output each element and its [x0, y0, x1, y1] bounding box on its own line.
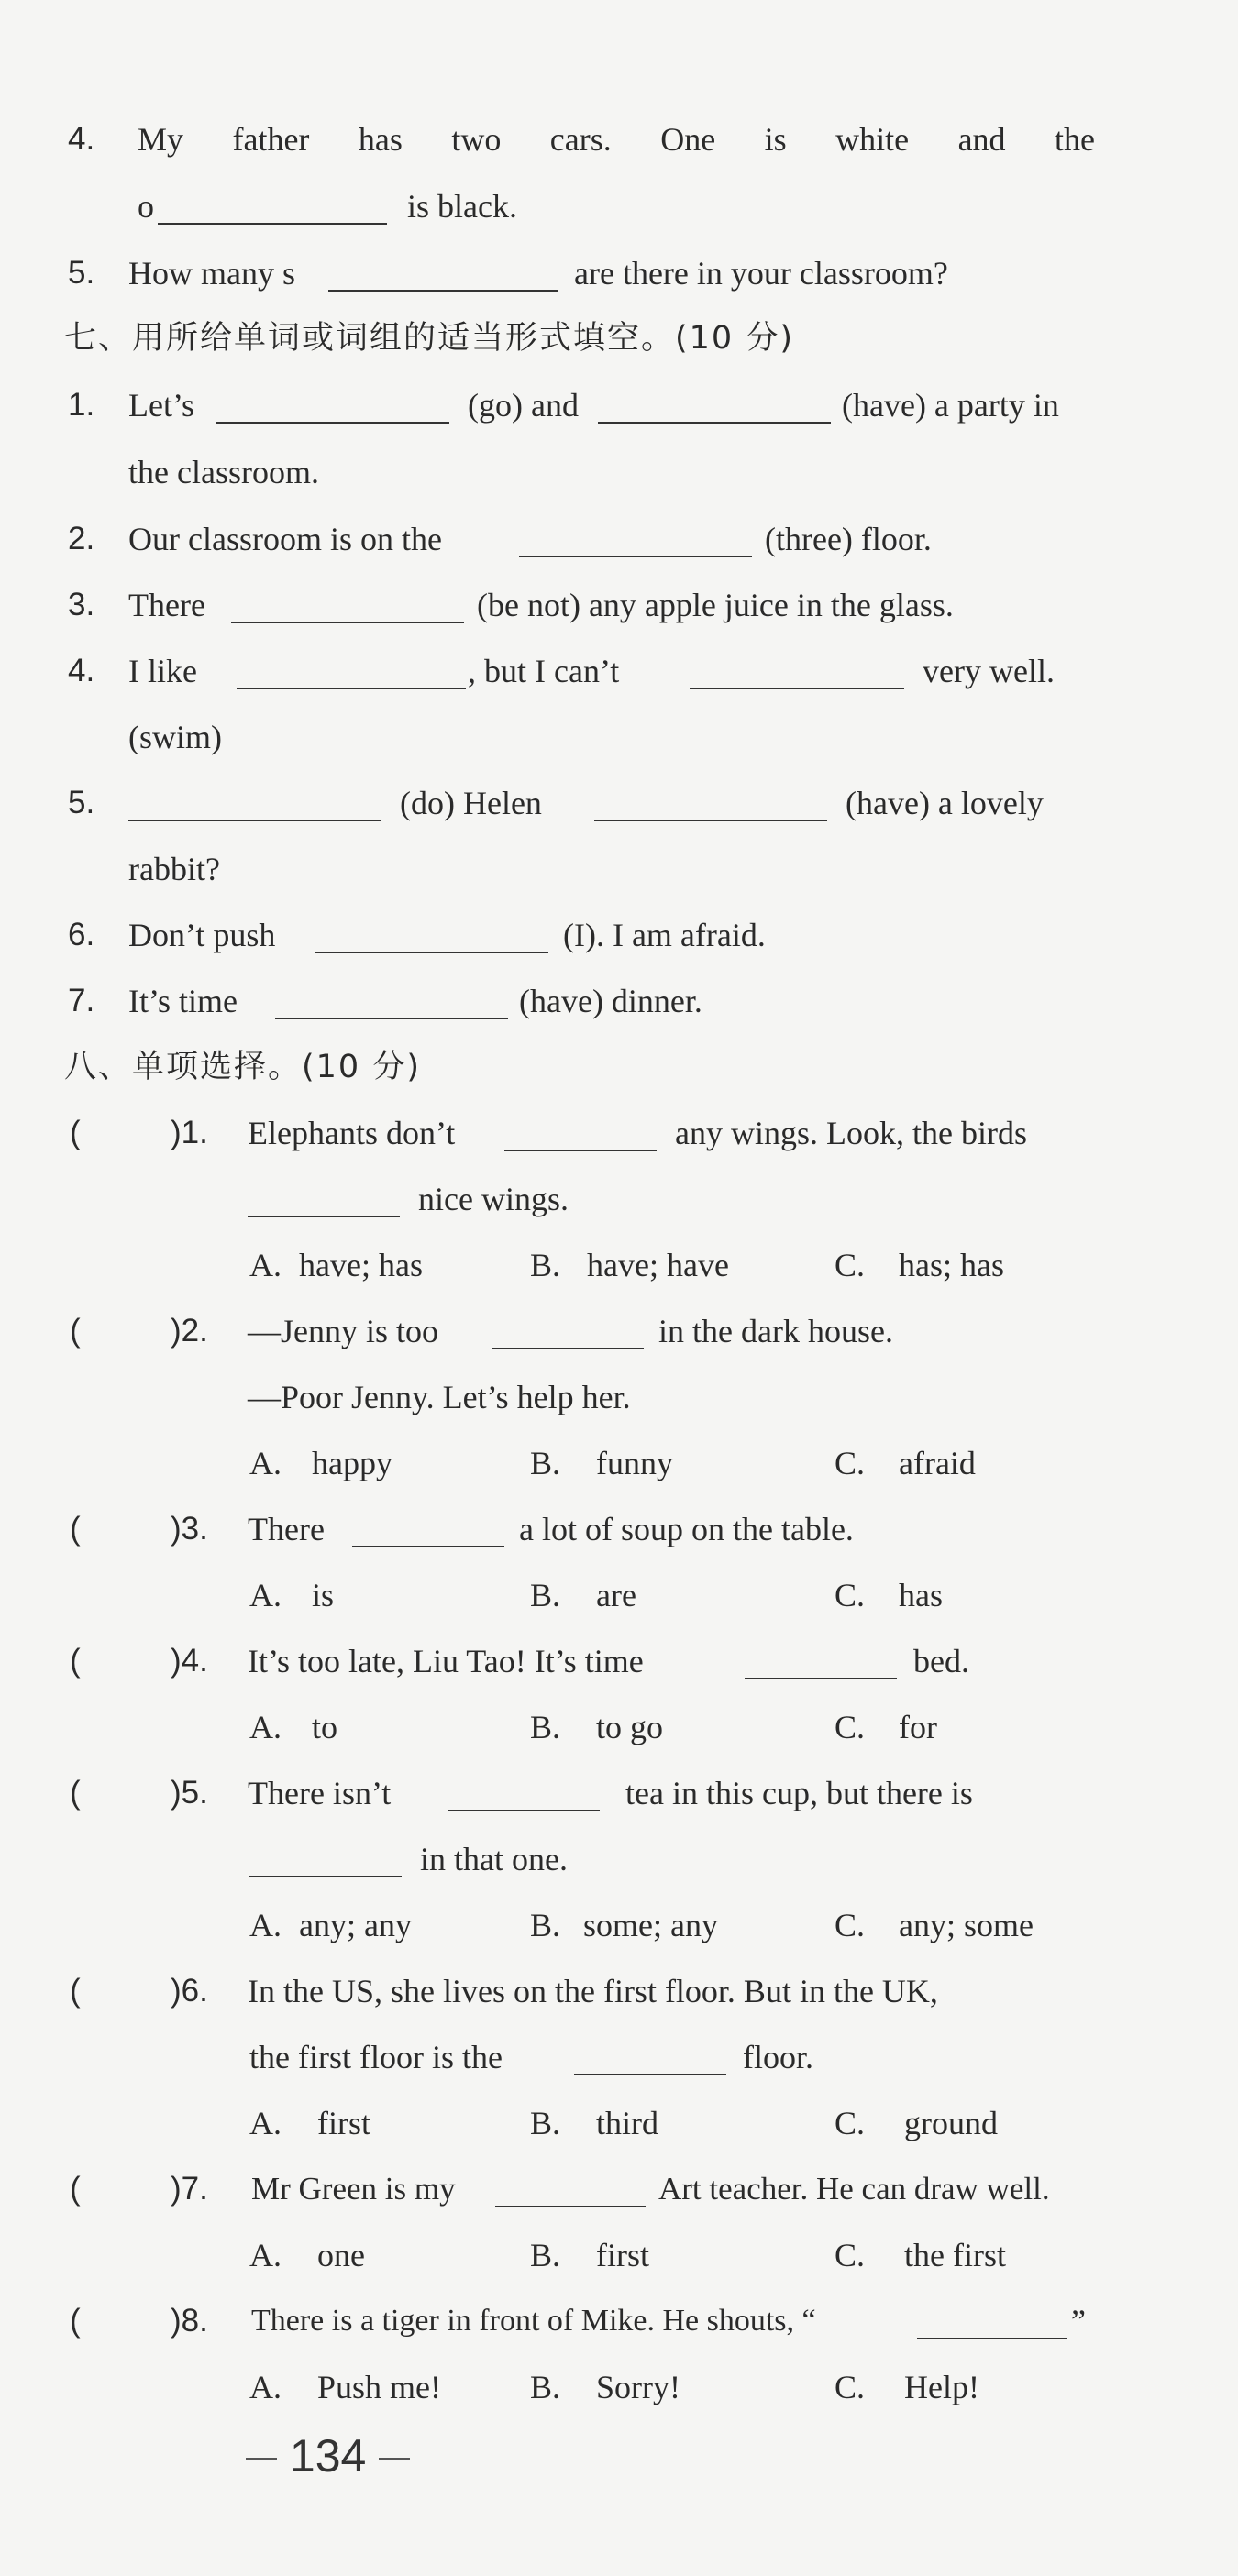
page-number-text: 134 — [289, 2430, 367, 2482]
option-a-text[interactable]: first — [317, 2105, 370, 2141]
q7-4-line2 — [0, 704, 1238, 770]
mc-5-line1 — [0, 1760, 1238, 1826]
q6-5 — [0, 240, 1238, 306]
q7-6 — [0, 902, 1238, 968]
option-a-letter[interactable]: A. — [249, 1445, 282, 1481]
mc-8-line1 — [0, 2288, 1238, 2354]
mc-8-options — [0, 2354, 1238, 2420]
question-number: 4. — [68, 121, 95, 157]
page-number-dash-left — [246, 2458, 277, 2460]
option-c-letter[interactable]: C. — [835, 1445, 866, 1481]
answer-paren-open[interactable]: ( — [70, 1313, 81, 1349]
letter-hint: o — [138, 188, 154, 225]
option-a-letter[interactable]: A. — [249, 2369, 282, 2405]
option-b-letter[interactable]: B. — [530, 1577, 561, 1613]
question-text: (have) a party in — [842, 387, 1059, 424]
question-text: Elephants don’t — [248, 1115, 456, 1151]
option-c-letter[interactable]: C. — [835, 2369, 866, 2405]
option-c-letter[interactable]: C. — [835, 1577, 866, 1613]
question-text: (I). I am afraid. — [563, 917, 766, 953]
answer-blank[interactable] — [690, 645, 904, 689]
mc-7-options — [0, 2222, 1238, 2288]
question-text: floor. — [743, 2039, 813, 2075]
question-text: There isn’t — [248, 1775, 392, 1811]
section7-title-row — [0, 305, 1238, 371]
option-c-letter[interactable]: C. — [835, 2105, 866, 2141]
option-a-letter[interactable]: A. — [249, 1709, 282, 1745]
question-text: any wings. Look, the birds — [675, 1115, 1027, 1151]
q7-7 — [0, 968, 1238, 1034]
mc-4-line1 — [0, 1628, 1238, 1694]
option-a-letter[interactable]: A. — [249, 1247, 282, 1283]
option-c-text[interactable]: has; has — [899, 1247, 1004, 1283]
option-b-text[interactable]: some; any — [583, 1907, 718, 1943]
question-text: How many s — [128, 255, 295, 292]
question-number: )7. — [171, 2171, 208, 2207]
option-b-text[interactable]: funny — [596, 1445, 673, 1481]
option-c-letter[interactable]: C. — [835, 1907, 866, 1943]
option-b-text[interactable]: first — [596, 2237, 649, 2273]
section8-title-row — [0, 1034, 1238, 1100]
answer-paren-open[interactable]: ( — [70, 1775, 81, 1811]
option-c-text[interactable]: has — [899, 1577, 943, 1613]
question-text: in the dark house. — [658, 1313, 893, 1349]
option-b-letter[interactable]: B. — [530, 1709, 561, 1745]
question-number: 3. — [68, 587, 95, 622]
question-text: the classroom. — [128, 454, 319, 490]
q7-3 — [0, 572, 1238, 638]
mc-2-line2 — [0, 1364, 1238, 1430]
answer-paren-open[interactable]: ( — [70, 2171, 81, 2207]
answer-blank[interactable] — [352, 1503, 504, 1547]
question-number: 2. — [68, 521, 95, 556]
mc-3-options — [0, 1562, 1238, 1628]
page-number-dash-right — [379, 2458, 410, 2460]
question-number: 7. — [68, 983, 95, 1018]
question-text: Let’s — [128, 387, 194, 424]
option-b-letter[interactable]: B. — [530, 2237, 561, 2273]
question-text: Our classroom is on the — [128, 521, 442, 557]
question-number: 1. — [68, 387, 95, 423]
question-text: There — [128, 587, 205, 623]
option-b-letter[interactable]: B. — [530, 2105, 561, 2141]
answer-paren-open[interactable]: ( — [70, 1511, 81, 1547]
q6-4-line2 — [0, 173, 1238, 239]
answer-paren-open[interactable]: ( — [70, 1973, 81, 2009]
answer-blank[interactable] — [594, 777, 827, 821]
question-text: a lot of soup on the table. — [519, 1511, 854, 1547]
mc-2-line1 — [0, 1298, 1238, 1364]
q7-1-line2 — [0, 439, 1238, 505]
answer-blank[interactable] — [495, 2163, 646, 2207]
question-number: )6. — [171, 1973, 208, 2009]
answer-blank[interactable] — [448, 1767, 600, 1811]
question-text: There — [248, 1511, 325, 1547]
answer-paren-open[interactable]: ( — [70, 1643, 81, 1679]
question-text: are there in your classroom? — [574, 255, 948, 292]
question-text: the first floor is the — [249, 2039, 503, 2075]
question-text: —Poor Jenny. Let’s help her. — [248, 1379, 631, 1415]
question-text: (three) floor. — [765, 521, 932, 557]
mc-6-options — [0, 2090, 1238, 2156]
q7-5-line1 — [0, 770, 1238, 836]
option-b-text[interactable]: Sorry! — [596, 2369, 680, 2405]
mc-1-options — [0, 1232, 1238, 1298]
option-c-letter[interactable]: C. — [835, 1247, 866, 1283]
question-text: nice wings. — [418, 1181, 569, 1217]
question-number: 5. — [68, 785, 95, 820]
option-c-text[interactable]: afraid — [899, 1445, 976, 1481]
answer-blank[interactable] — [574, 2031, 726, 2075]
option-a-text[interactable]: Push me! — [317, 2369, 441, 2405]
question-number: )3. — [171, 1511, 208, 1547]
mc-6-line1 — [0, 1958, 1238, 2024]
q7-5-line2 — [0, 836, 1238, 902]
answer-blank[interactable] — [248, 1173, 400, 1217]
option-c-text[interactable]: any; some — [899, 1907, 1034, 1943]
question-text: , but I can’t — [468, 653, 620, 689]
option-a-letter[interactable]: A. — [249, 2105, 282, 2141]
option-c-letter[interactable]: C. — [835, 2237, 866, 2273]
question-text: (go) and — [468, 387, 579, 424]
question-number: )8. — [171, 2303, 208, 2339]
question-number: 6. — [68, 917, 95, 952]
question-text: (be not) any apple juice in the glass. — [477, 587, 954, 623]
answer-blank[interactable] — [328, 248, 558, 292]
answer-blank[interactable] — [216, 380, 449, 424]
option-a-text[interactable]: any; any — [299, 1907, 412, 1943]
option-c-text[interactable]: ground — [904, 2105, 998, 2141]
answer-blank[interactable] — [745, 1635, 897, 1679]
option-b-text[interactable]: have; have — [587, 1247, 729, 1283]
option-b-text[interactable]: third — [596, 2105, 658, 2141]
question-text: (do) Helen — [400, 785, 542, 821]
q7-4-line1 — [0, 638, 1238, 704]
q7-2 — [0, 506, 1238, 572]
page-number — [246, 2429, 410, 2482]
answer-blank[interactable] — [237, 645, 466, 689]
answer-blank[interactable] — [249, 1833, 402, 1877]
question-text: bed. — [913, 1643, 969, 1679]
question-text: Don’t push — [128, 917, 276, 953]
question-text: (swim) — [128, 719, 222, 755]
section-title: 七、用所给单词或词组的适当形式填空。(10 分) — [64, 320, 794, 357]
option-a-text[interactable]: have; has — [299, 1247, 423, 1283]
mc-4-options — [0, 1694, 1238, 1760]
question-text: Mr Green is my — [251, 2171, 456, 2207]
option-a-letter[interactable]: A. — [249, 1577, 282, 1613]
question-text: In the US, she lives on the first floor. But in the UK, — [248, 1973, 938, 2009]
option-b-text[interactable]: are — [596, 1577, 636, 1613]
question-text: It’s time — [128, 983, 238, 1019]
question-text: My father has two cars. One is white and the — [138, 121, 1095, 158]
answer-blank[interactable] — [917, 2295, 1067, 2339]
answer-blank[interactable] — [158, 181, 387, 225]
question-text: rabbit? — [128, 851, 220, 887]
mc-7-line1 — [0, 2156, 1238, 2222]
question-text: (have) a lovely — [846, 785, 1044, 821]
option-a-text[interactable]: is — [312, 1577, 335, 1613]
option-a-text[interactable]: happy — [312, 1445, 392, 1481]
mc-2-options — [0, 1430, 1238, 1496]
question-text: Art teacher. He can draw well. — [658, 2171, 1050, 2207]
option-b-letter[interactable]: B. — [530, 1907, 561, 1943]
question-text: tea in this cup, but there is — [625, 1775, 973, 1811]
option-b-text[interactable]: to go — [596, 1709, 664, 1745]
option-c-text[interactable]: the first — [904, 2237, 1006, 2273]
question-number: )5. — [171, 1775, 208, 1811]
answer-blank[interactable] — [231, 579, 464, 623]
question-text: in that one. — [420, 1841, 568, 1877]
section-title: 八、单项选择。(10 分) — [64, 1049, 421, 1085]
question-text: ” — [1071, 2303, 1086, 2339]
option-b-letter[interactable]: B. — [530, 2369, 561, 2405]
mc-3-line1 — [0, 1496, 1238, 1562]
option-c-text[interactable]: Help! — [904, 2369, 979, 2405]
answer-paren-open[interactable]: ( — [70, 2303, 81, 2339]
question-text: It’s too late, Liu Tao! It’s time — [248, 1643, 644, 1679]
question-number: 5. — [68, 255, 95, 291]
answer-blank[interactable] — [519, 513, 752, 557]
mc-1-line2 — [0, 1166, 1238, 1232]
question-number: )4. — [171, 1643, 208, 1679]
option-a-letter[interactable]: A. — [249, 2237, 282, 2273]
q6-4-line1 — [0, 106, 1238, 172]
question-number: 4. — [68, 653, 95, 688]
mc-5-line2 — [0, 1826, 1238, 1892]
option-b-letter[interactable]: B. — [530, 1445, 561, 1481]
question-text: —Jenny is too — [248, 1313, 439, 1349]
option-c-letter[interactable]: C. — [835, 1709, 866, 1745]
question-number: )1. — [171, 1115, 208, 1150]
answer-blank[interactable] — [275, 975, 508, 1019]
question-number: )2. — [171, 1313, 208, 1349]
answer-blank[interactable] — [598, 380, 831, 424]
option-a-text[interactable]: to — [312, 1709, 338, 1745]
answer-blank[interactable] — [315, 909, 548, 953]
question-text: I like — [128, 653, 197, 689]
question-text: There is a tiger in front of Mike. He shouts, “ — [251, 2304, 816, 2338]
option-a-letter[interactable]: A. — [249, 1907, 282, 1943]
question-text: very well. — [923, 653, 1055, 689]
question-text: (have) dinner. — [519, 983, 702, 1019]
answer-paren-open[interactable]: ( — [70, 1115, 81, 1150]
question-text: is black. — [407, 188, 517, 225]
option-a-text[interactable]: one — [317, 2237, 365, 2273]
answer-blank[interactable] — [128, 777, 381, 821]
mc-5-options — [0, 1892, 1238, 1958]
answer-blank[interactable] — [504, 1107, 657, 1151]
option-c-text[interactable]: for — [899, 1709, 937, 1745]
mc-6-line2 — [0, 2024, 1238, 2090]
option-b-letter[interactable]: B. — [530, 1247, 561, 1283]
q7-1-line1 — [0, 372, 1238, 438]
mc-1-line1 — [0, 1100, 1238, 1166]
answer-blank[interactable] — [492, 1305, 644, 1349]
